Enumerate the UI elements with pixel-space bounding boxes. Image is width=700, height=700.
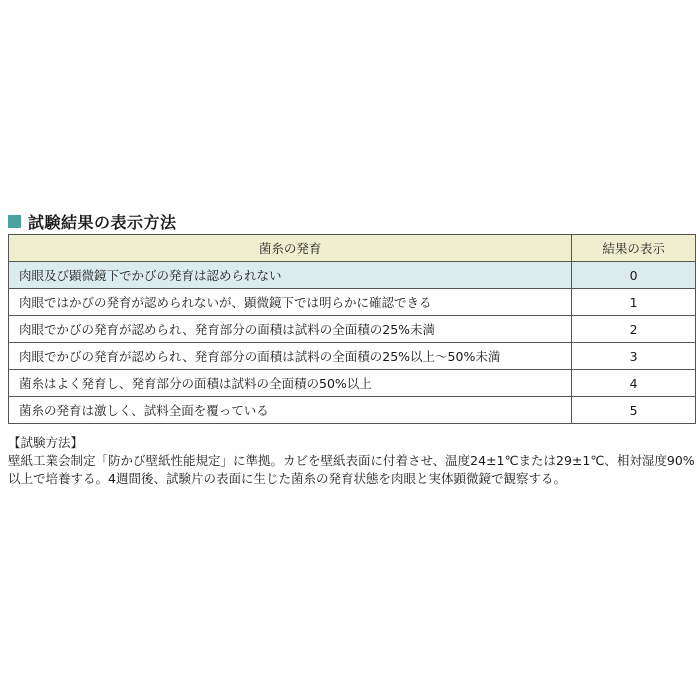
title-square-marker-icon [8,215,21,228]
table-row [9,397,696,424]
test-method-note [8,434,696,488]
table-header-row [9,235,696,262]
table-row [9,262,696,289]
table-row [9,316,696,343]
table-row [9,370,696,397]
row-result: 0 [572,262,696,289]
header-result-display: 結果の表示 [572,235,696,262]
test-method-line-1: 壁紙工業会制定「防かび壁紙性能規定」に準拠。カビを壁紙表面に付着させ、温度24±1℃または29±1℃、相対湿度90% [8,453,695,468]
row-description: 菌糸の発育は激しく、試料全面を覆っている [9,397,572,424]
test-result-table [8,234,696,424]
row-result: 2 [572,316,696,343]
header-mycelium-growth: 菌糸の発育 [9,235,572,262]
section-title: 試験結果の表示方法 [28,212,177,232]
row-description: 肉眼ではかびの発育が認められないが、顕微鏡下では明らかに確認できる [9,289,572,316]
test-method-line-2: 以上で培養する。4週間後、試験片の表面に生じた菌糸の発育状態を肉眼と実体顕微鏡で観察する。 [8,471,566,486]
table-row [9,289,696,316]
row-result: 5 [572,397,696,424]
row-result: 3 [572,343,696,370]
row-result: 1 [572,289,696,316]
table-row [9,343,696,370]
section-header [8,210,177,232]
test-method-heading: 【試験方法】 [8,435,84,450]
row-description: 肉眼でかびの発育が認められ、発育部分の面積は試料の全面積の25%未満 [9,316,572,343]
row-description: 肉眼でかびの発育が認められ、発育部分の面積は試料の全面積の25%以上～50%未満 [9,343,572,370]
row-description: 菌糸はよく発育し、発育部分の面積は試料の全面積の50%以上 [9,370,572,397]
row-result: 4 [572,370,696,397]
row-description: 肉眼及び顕微鏡下でかびの発育は認められない [9,262,572,289]
